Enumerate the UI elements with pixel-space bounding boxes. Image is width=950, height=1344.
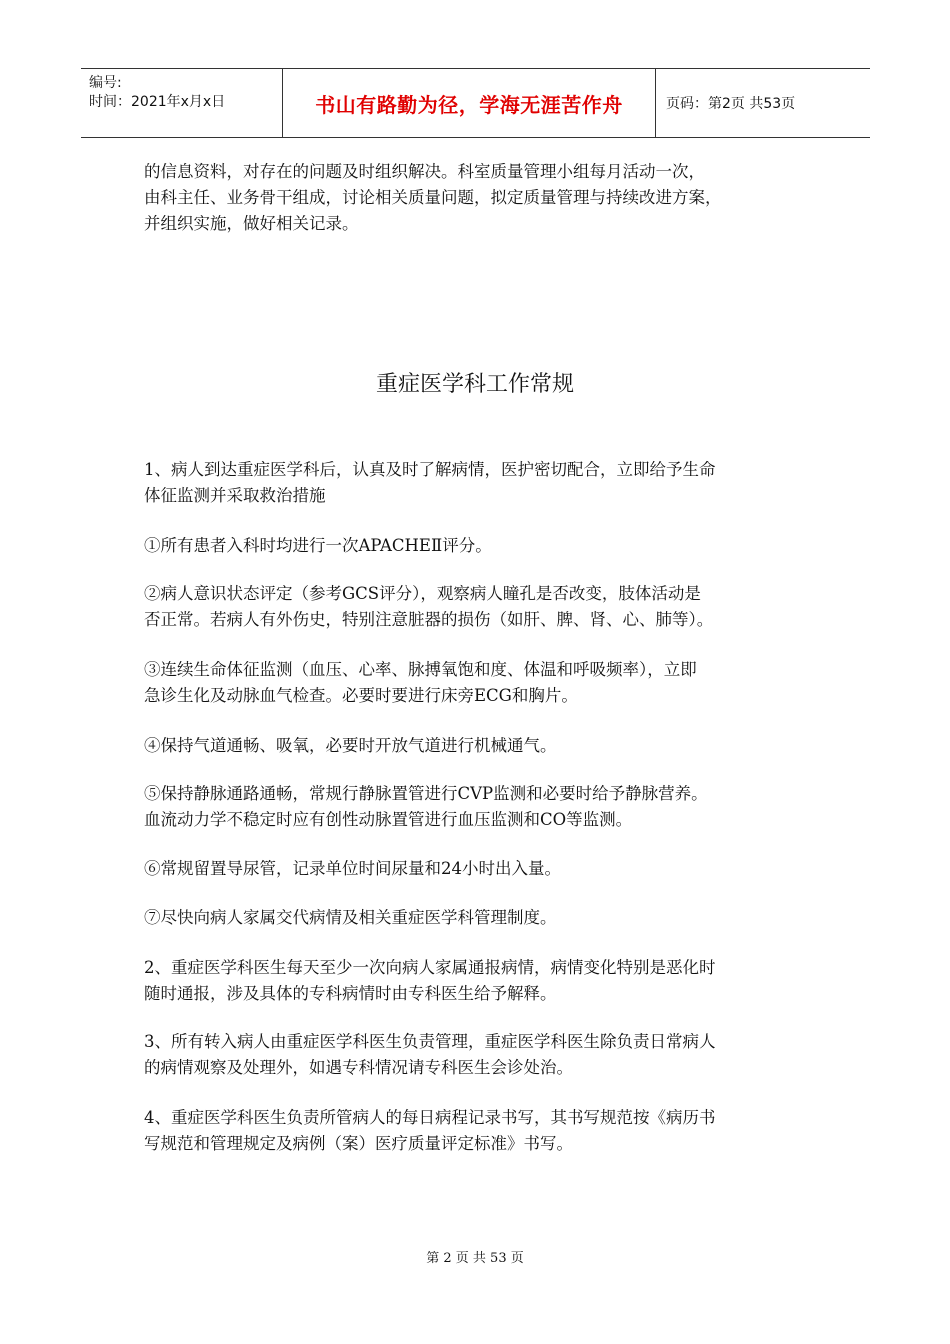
paragraph-line: 2、重症医学科医生每天至少一次向病人家属通报病情，病情变化特别是恶化时 bbox=[144, 958, 716, 977]
paragraph-1-d bbox=[144, 733, 824, 759]
paragraph-4 bbox=[144, 1105, 824, 1157]
header-meta-cell bbox=[81, 69, 283, 137]
paragraph-line: ③连续生命体征监测（血压、心率、脉搏氧饱和度、体温和呼吸频率），立即 bbox=[144, 660, 697, 679]
paragraph-line: 急诊生化及动脉血气检查。必要时要进行床旁ECG和胸片。 bbox=[144, 686, 578, 705]
paragraph-line: ⑥常规留置导尿管，记录单位时间尿量和24小时出入量。 bbox=[144, 859, 561, 878]
number-label: 编号: bbox=[89, 75, 122, 91]
paragraph-line: 4、重症医学科医生负责所管病人的每日病程记录书写，其书写规范按《病历书 bbox=[144, 1108, 716, 1127]
paragraph-line: ⑦尽快向病人家属交代病情及相关重症医学科管理制度。 bbox=[144, 908, 557, 927]
paragraph-1-a bbox=[144, 533, 824, 559]
intro-paragraph bbox=[144, 159, 824, 237]
paragraph-line: ④保持气道通畅、吸氧，必要时开放气道进行机械通气。 bbox=[144, 736, 557, 755]
paragraph-1 bbox=[144, 457, 824, 509]
header-page-info: 页码：第2页 共53页 bbox=[666, 96, 796, 112]
date-label: 时间：2021年x月x日 bbox=[89, 94, 226, 110]
paragraph-line: 随时通报，涉及具体的专科病情时由专科医生给予解释。 bbox=[144, 984, 557, 1003]
paragraph-line: ⑤保持静脉通路通畅，常规行静脉置管进行CVP监测和必要时给予静脉营养。 bbox=[144, 784, 708, 803]
intro-line: 由科主任、业务骨干组成，讨论相关质量问题，拟定质量管理与持续改进方案， bbox=[144, 188, 722, 207]
paragraph-3 bbox=[144, 1029, 824, 1081]
intro-line: 的信息资料，对存在的问题及时组织解决。科室质量管理小组每月活动一次， bbox=[144, 162, 705, 181]
paragraph-line: ②病人意识状态评定（参考GCS评分），观察病人瞳孔是否改变，肢体活动是 bbox=[144, 584, 701, 603]
paragraph-line: ①所有患者入科时均进行一次APACHEⅡ评分。 bbox=[144, 536, 492, 555]
paragraph-line: 否正常。若病人有外伤史，特别注意脏器的损伤（如肝、脾、肾、心、肺等）。 bbox=[144, 610, 714, 629]
paragraph-1-c bbox=[144, 657, 824, 709]
paragraph-line: 体征监测并采取救治措施 bbox=[144, 486, 326, 505]
paragraph-line: 3、所有转入病人由重症医学科医生负责管理，重症医学科医生除负责日常病人 bbox=[144, 1032, 716, 1051]
page-footer: 第 2 页 共 53 页 bbox=[426, 1251, 524, 1266]
motto-text: 书山有路勤为径，学海无涯苦作舟 bbox=[315, 92, 623, 117]
paragraph-1-e bbox=[144, 781, 824, 833]
paragraph-line: 的病情观察及处理外，如遇专科情况请专科医生会诊处治。 bbox=[144, 1058, 573, 1077]
paragraph-1-g bbox=[144, 905, 824, 931]
section-title: 重症医学科工作常规 bbox=[375, 372, 574, 397]
paragraph-line: 写规范和管理规定及病例（案）医疗质量评定标准》书写。 bbox=[144, 1134, 573, 1153]
paragraph-1-b bbox=[144, 581, 824, 633]
paragraph-line: 血流动力学不稳定时应有创性动脉置管进行血压监测和CO等监测。 bbox=[144, 810, 633, 829]
paragraph-line: 1、病人到达重症医学科后，认真及时了解病情，医护密切配合，立即给予生命 bbox=[144, 460, 716, 479]
paragraph-1-f bbox=[144, 856, 824, 882]
paragraph-2 bbox=[144, 955, 824, 1007]
page-header bbox=[81, 68, 870, 138]
intro-line: 并组织实施，做好相关记录。 bbox=[144, 214, 359, 233]
header-motto-cell bbox=[283, 69, 656, 137]
